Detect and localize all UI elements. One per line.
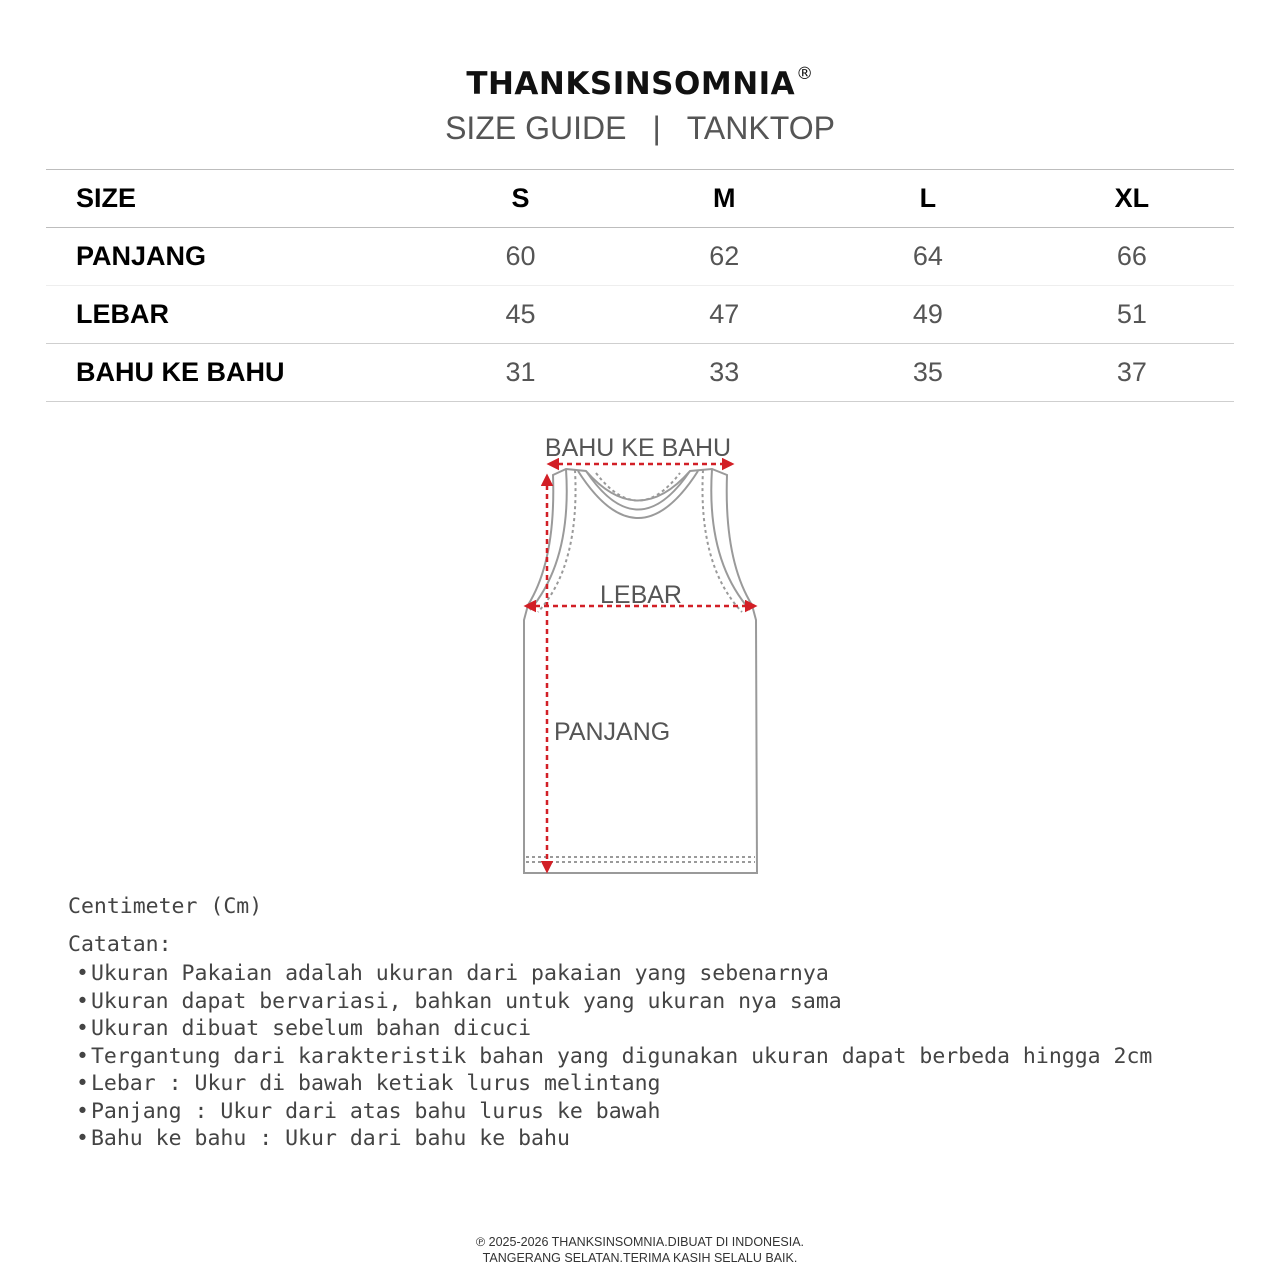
bullet-icon: • [76, 1043, 89, 1069]
registered-mark: ® [796, 64, 814, 84]
shoulder-label: BAHU KE BAHU [544, 434, 732, 462]
bullet-icon: • [76, 1016, 89, 1041]
note-text: Panjang : Ukur dari atas bahu lurus ke bawah [90, 1098, 661, 1124]
table-cell: 62 [709, 241, 740, 271]
footer-line-location: TANGERANG SELATAN.TERIMA KASIH SELALU BAIK. [482, 1251, 798, 1265]
list-item [76, 960, 1152, 988]
list-item [76, 1070, 1152, 1098]
table-cell: 33 [709, 357, 740, 387]
column-header: S [511, 183, 530, 213]
note-text: Bahu ke bahu : Ukur dari bahu ke bahu [90, 1126, 570, 1151]
note-text: Ukuran dibuat sebelum bahan dicuci [90, 1016, 532, 1041]
table-cell: 49 [912, 299, 943, 329]
brand-name: THANKSINSOMNIA [466, 66, 796, 102]
column-header: L [919, 183, 937, 213]
table-cell: 31 [505, 357, 536, 387]
list-item [76, 988, 1152, 1016]
notes-section [68, 892, 1152, 1153]
column-header: SIZE [76, 183, 137, 213]
note-text: Lebar : Ukur di bawah ketiak lurus melintang [90, 1071, 661, 1096]
table-cell: 37 [1116, 357, 1147, 387]
table-cell: 35 [912, 357, 943, 387]
list-item [76, 1015, 1152, 1043]
table-cell: 64 [912, 241, 943, 271]
note-text: Ukuran Pakaian adalah ukuran dari pakaian yang sebenarnya [90, 961, 829, 986]
row-label: BAHU KE BAHU [76, 357, 285, 387]
unit-label: Centimeter (Cm) [68, 894, 263, 919]
bullet-icon: • [76, 1071, 89, 1096]
bullet-icon: • [76, 961, 89, 986]
subtitle-guide: SIZE GUIDE [445, 110, 627, 146]
list-item [76, 1098, 1152, 1126]
subtitle-product: TANKTOP [686, 110, 835, 146]
list-item [76, 1043, 1152, 1071]
note-text: Ukuran dapat bervariasi, bahkan untuk yang ukuran nya sama [90, 988, 842, 1014]
notes-list [68, 960, 1152, 1153]
length-label: PANJANG [554, 718, 671, 746]
footer [0, 1234, 1280, 1266]
row-label: PANJANG [76, 241, 207, 271]
width-label: LEBAR [600, 581, 682, 609]
bullet-icon: • [76, 988, 89, 1014]
note-text: Tergantung dari karakteristik bahan yang digunakan ukuran dapat berbeda hingga 2cm [90, 1043, 1153, 1069]
table-cell: 47 [709, 299, 740, 329]
table-cell: 51 [1116, 299, 1147, 329]
table-cell: 66 [1116, 241, 1147, 271]
tanktop-outline [524, 469, 757, 873]
table-cell: 45 [505, 299, 536, 329]
notes-heading: Catatan: [68, 932, 172, 957]
bullet-icon: • [76, 1098, 89, 1124]
table-cell: 60 [505, 241, 536, 271]
subtitle-separator: | [652, 110, 661, 146]
list-item [76, 1125, 1152, 1153]
row-label: LEBAR [76, 299, 169, 329]
footer-line-copyright: ℗ 2025-2026 THANKSINSOMNIA.DIBUAT DI INDONESIA. [475, 1235, 805, 1249]
column-header: XL [1114, 183, 1150, 213]
column-header: M [712, 183, 736, 213]
bullet-icon: • [76, 1126, 89, 1151]
